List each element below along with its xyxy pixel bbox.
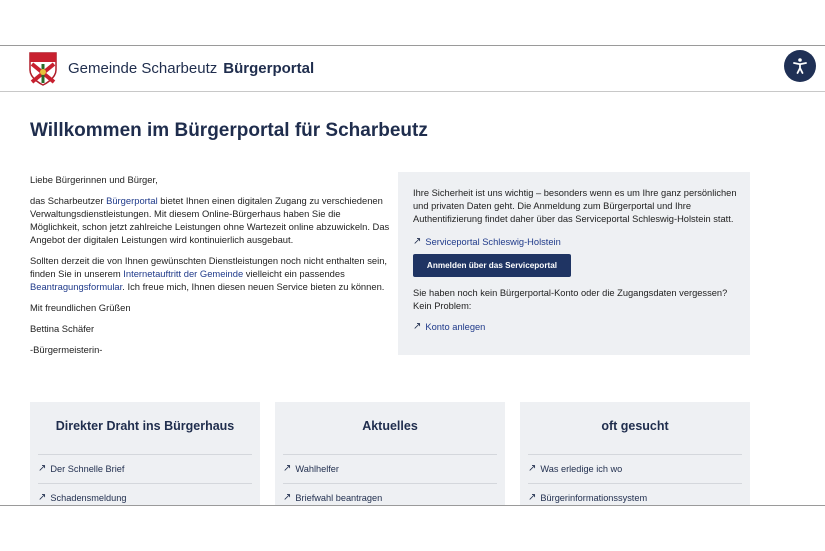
welcome-letter xyxy=(30,173,390,364)
external-arrow-icon: ↗ xyxy=(413,236,422,247)
card-link-item[interactable]: ↗ Der Schnelle Brief xyxy=(38,454,252,483)
security-text: Ihre Sicherheit ist uns wichtig – besonders wenn es um Ihre ganz persönlichen und privaten Daten geht. Die Anmeldung zum Bürgerportal und Ihre Authentifizierung findet daher über das Serviceportal Schleswig-Holstein statt. xyxy=(413,188,737,224)
card-direkter-draht xyxy=(30,402,260,506)
card-link-item[interactable]: ↗ Was erledige ich wo xyxy=(528,454,742,483)
bottom-border xyxy=(0,505,825,506)
external-arrow-icon: ↗ xyxy=(283,492,292,503)
login-button[interactable]: Anmelden über das Serviceportal xyxy=(413,254,571,277)
create-account-link[interactable]: ↗ Konto anlegen xyxy=(413,321,486,332)
municipality-crest-icon xyxy=(29,52,57,86)
external-arrow-icon: ↗ xyxy=(38,463,47,474)
card-aktuelles xyxy=(275,402,505,506)
municipality-name: Gemeinde Scharbeutz xyxy=(68,60,218,77)
form-link[interactable]: Beantragungsformular xyxy=(30,281,123,292)
login-panel xyxy=(398,172,750,355)
letter-signature-role: -Bürgermeisterin- xyxy=(30,344,103,355)
accessibility-button[interactable] xyxy=(784,50,816,82)
portal-name: Bürgerportal xyxy=(223,60,315,77)
card-link-item[interactable]: ↗ Schadensmeldung xyxy=(38,483,252,506)
external-arrow-icon: ↗ xyxy=(283,463,292,474)
gemeinde-website-link[interactable]: Internetauftritt der Gemeinde xyxy=(123,268,244,279)
site-header xyxy=(0,46,825,91)
page-frame xyxy=(0,45,825,506)
accessibility-icon xyxy=(791,57,809,75)
letter-greeting: Liebe Bürgerinnen und Bürger, xyxy=(30,174,158,185)
no-account-text: Sie haben noch kein Bürgerportal-Konto oder die Zugangsdaten vergessen? Kein Problem: xyxy=(413,288,728,311)
serviceportal-link[interactable]: ↗ Serviceportal Schleswig-Holstein xyxy=(413,236,561,247)
external-arrow-icon: ↗ xyxy=(528,492,537,503)
buergerportal-link[interactable]: Bürgerportal xyxy=(106,195,158,206)
card-link-item[interactable]: ↗ Bürgerinformationssystem xyxy=(528,483,742,506)
page-title: Willkommen im Bürgerportal für Scharbeutz xyxy=(30,120,428,141)
letter-signature-name: Bettina Schäfer xyxy=(30,323,95,334)
header-divider xyxy=(0,91,825,92)
letter-paragraph-1: das Scharbeutzer Bürgerportal bietet Ihnen einen digitalen Zugang zu verschiedenen Verwaltungsdienstleistungen. Mit diesem Online-Bürgerhaus haben Sie die Möglichkeit, schon jetzt zahlreiche Leistungen ohne Wartezeit online abzuwickeln. Das Angebot der digitalen Leistungen wird kontinuierlich ausgebaut. xyxy=(30,195,390,245)
external-arrow-icon: ↗ xyxy=(38,492,47,503)
external-arrow-icon: ↗ xyxy=(413,321,422,332)
letter-closing: Mit freundlichen Grüßen xyxy=(30,302,131,313)
card-title: oft gesucht xyxy=(601,419,669,433)
card-link-item[interactable]: ↗ Wahlhelfer xyxy=(283,454,497,483)
card-title: Aktuelles xyxy=(362,419,418,433)
card-link-item[interactable]: ↗ Briefwahl beantragen xyxy=(283,483,497,506)
card-oft-gesucht xyxy=(520,402,750,506)
letter-paragraph-2: Sollten derzeit die von Ihnen gewünschten Dienstleistungen noch nicht enthalten sein, finden Sie in unserem Internetauftritt der Gemeinde vielleicht ein passendes Beantragungsformular. Ich freue mich, Ihnen diesen neuen Service bieten zu können. xyxy=(30,255,388,292)
card-title: Direkter Draht ins Bürgerhaus xyxy=(55,419,235,433)
brand-title[interactable] xyxy=(68,60,314,77)
external-arrow-icon: ↗ xyxy=(528,463,537,474)
